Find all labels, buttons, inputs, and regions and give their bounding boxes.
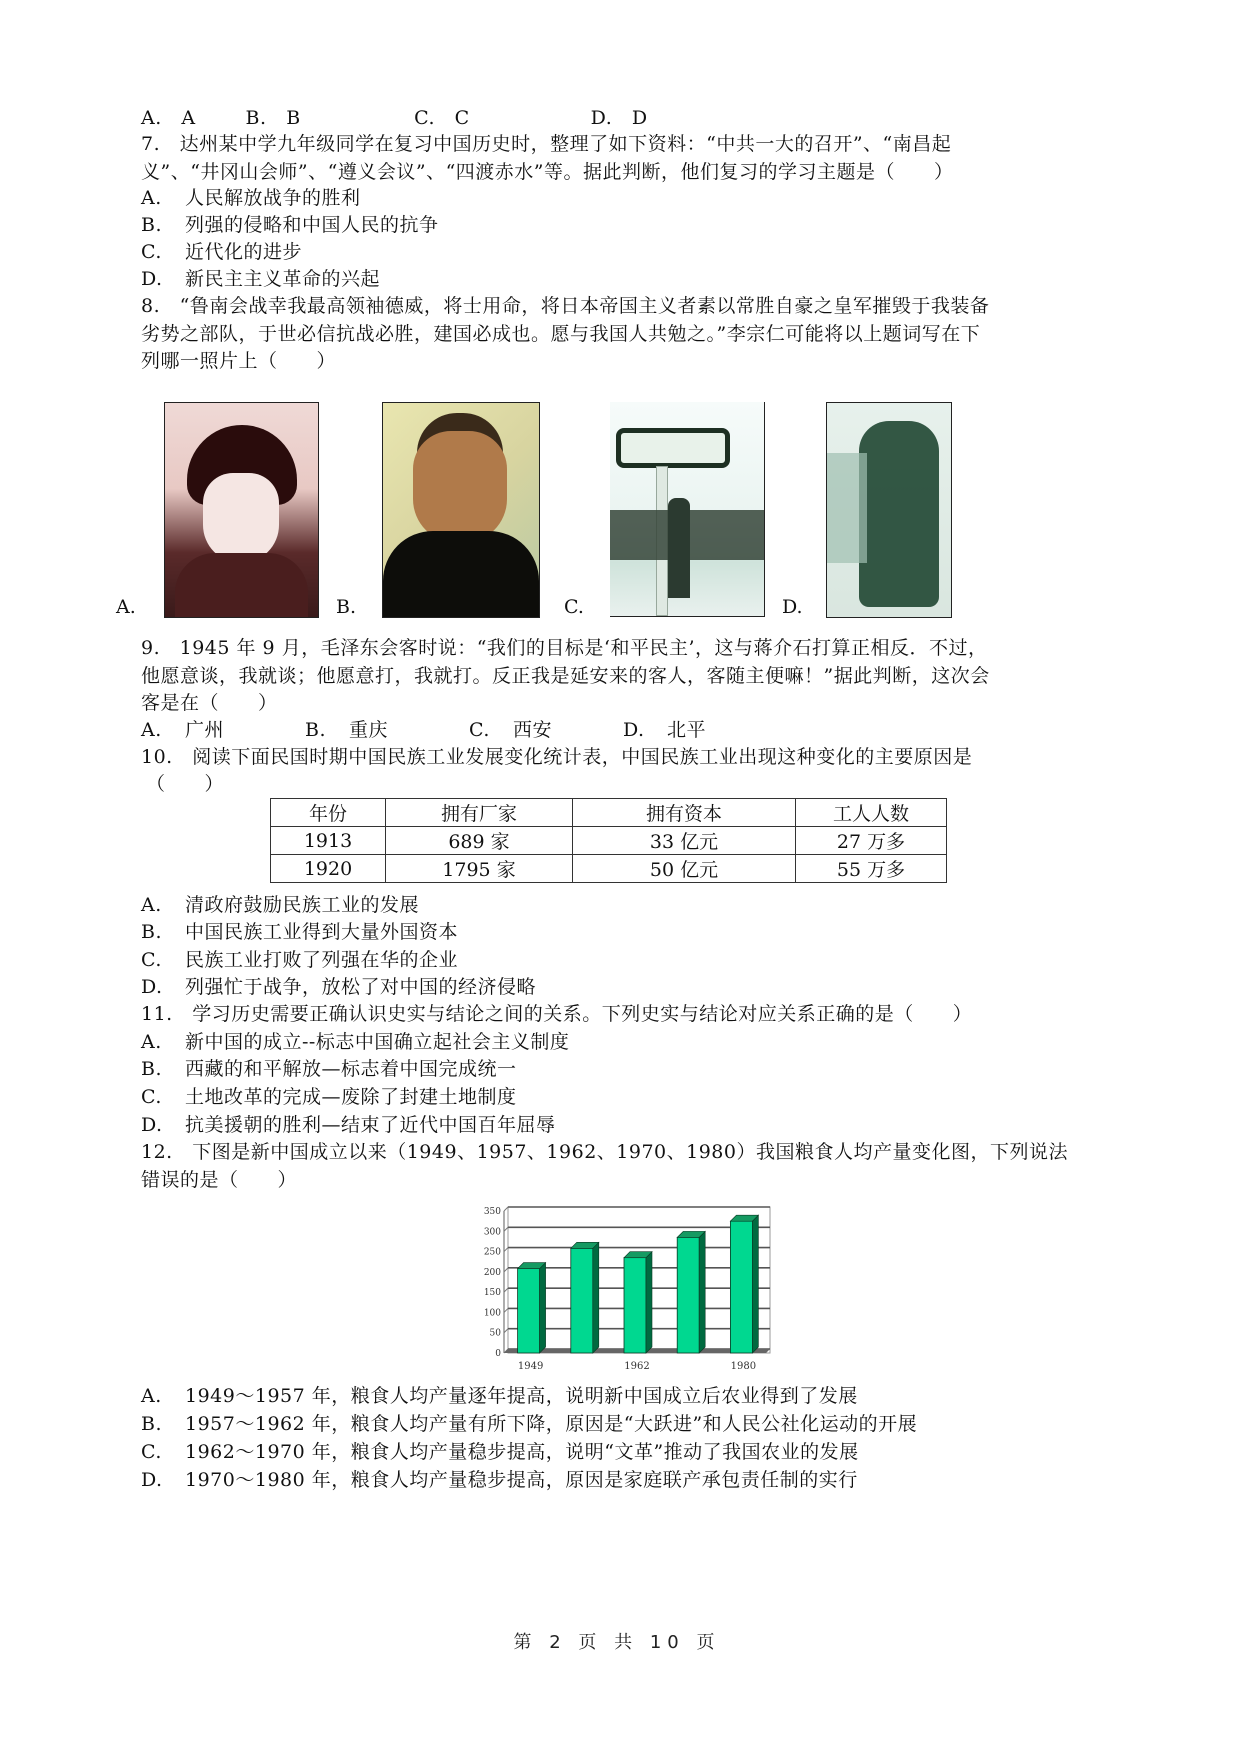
svg-text:1980: 1980 [730, 1361, 757, 1372]
table-cell: 1920 [271, 855, 386, 883]
option-label: B. [305, 719, 327, 741]
option-label: D. [590, 107, 613, 129]
option-text: D [631, 107, 648, 129]
photo-c-label: C. [564, 596, 584, 618]
svg-text:1962: 1962 [624, 1361, 650, 1372]
option-label: A. [141, 894, 162, 916]
page-footer: 第 2 页 共 10 页 [513, 1632, 721, 1653]
q12-option-a [141, 1382, 858, 1410]
industry-stats-table [270, 798, 947, 883]
q7-option-d [141, 265, 380, 293]
q8-stem-line1: 8. “鲁南会战幸我最高领袖德威，将士用命，将日本帝国主义者素以常胜自豪之皇军摧毁于我装备 [141, 295, 990, 317]
option-text: 西安 [513, 719, 553, 741]
option-label: C. [141, 241, 162, 263]
table-cell: 33 亿元 [573, 827, 796, 855]
option-text: 列强的侵略和中国人民的抗争 [185, 214, 439, 236]
q9-options [141, 716, 706, 744]
q11-stem: 11. 学习历史需要正确认识史实与结论之间的关系。下列史实与结论对应关系正确的是（ ） [141, 1003, 973, 1025]
robe-shape [175, 553, 308, 617]
photo-d-soldier-binoculars [826, 402, 952, 618]
option-text: 人民解放战争的胜利 [185, 187, 361, 209]
table-cell: 55 万多 [796, 855, 947, 883]
option-label: B. [141, 1058, 163, 1080]
option-label: D. [141, 268, 163, 290]
svg-text:200: 200 [483, 1267, 501, 1278]
option-label: A. [141, 107, 162, 129]
q7-stem-line2: 义”、“井冈山会师”、“遵义会议”、“四渡赤水”等。据此判断，他们复习的学习主题是（ ） [141, 161, 954, 183]
option-label: D. [141, 1114, 163, 1136]
option-label: B. [141, 214, 163, 236]
table-header-cell: 拥有厂家 [386, 799, 573, 827]
option-label: B. [141, 1413, 163, 1435]
option-text: 1957～1962 年，粮食人均产量有所下降，原因是“大跃进”和人民公社化运动的开展 [185, 1413, 918, 1435]
svg-text:150: 150 [483, 1288, 501, 1299]
option-text: B [286, 107, 301, 129]
option-text: 1970～1980 年，粮食人均产量稳步提高，原因是家庭联产承包责任制的实行 [185, 1469, 858, 1491]
option-label: A. [141, 187, 162, 209]
option-text: 列强忙于战争，放松了对中国的经济侵略 [185, 976, 537, 998]
face-shape [203, 473, 279, 563]
q11-option-d [141, 1111, 556, 1139]
option-text: 新中国的成立--标志中国确立起社会主义制度 [185, 1031, 570, 1053]
table-cell: 50 亿元 [573, 855, 796, 883]
option-label: A. [141, 1385, 162, 1407]
option-label: A. [141, 719, 162, 741]
q7-stem-line1: 7. 达州某中学九年级同学在复习中国历史时，整理了如下资料：“中共一大的召开”、“南昌起 [141, 133, 952, 155]
q12-option-c [141, 1438, 859, 1466]
option-text: A [181, 107, 196, 129]
soldier-shape [859, 421, 939, 607]
option-text: 土地改革的完成—废除了封建土地制度 [185, 1086, 517, 1108]
option-text: 民族工业打败了列强在华的企业 [185, 949, 459, 971]
svg-text:350: 350 [483, 1207, 501, 1217]
q10-option-c [141, 946, 458, 974]
photo-b-portrait [382, 402, 540, 618]
option-text: 清政府鼓励民族工业的发展 [185, 894, 420, 916]
option-label: B. [245, 107, 267, 129]
option-text: 近代化的进步 [185, 241, 303, 263]
q9-stem-line2: 他愿意谈，我就谈；他愿意打，我就打。反正我是延安来的客人，客随主便嘛！”据此判断，这次会 [141, 665, 990, 687]
svg-text:300: 300 [483, 1227, 501, 1238]
option-text: C [454, 107, 470, 129]
option-label: D. [141, 1469, 163, 1491]
option-label: B. [141, 921, 163, 943]
option-label: C. [141, 1086, 162, 1108]
q12-option-d [141, 1466, 858, 1494]
option-text: 1962～1970 年，粮食人均产量稳步提高，说明“文革”推动了我国农业的发展 [185, 1441, 859, 1463]
tree-shape [827, 453, 867, 563]
photo-b-label: B. [336, 596, 357, 618]
option-text: 1949～1957 年，粮食人均产量逐年提高，说明新中国成立后农业得到了发展 [185, 1385, 858, 1407]
table-cell: 1913 [271, 827, 386, 855]
q11-option-b [141, 1055, 517, 1083]
option-label: C. [469, 719, 490, 741]
option-text: 北平 [667, 719, 707, 741]
q8-stem-line3: 列哪一照片上（ ） [141, 350, 337, 372]
table-header-cell: 工人人数 [796, 799, 947, 827]
option-text: 中国民族工业得到大量外国资本 [185, 921, 459, 943]
option-text: 西藏的和平解放—标志着中国完成统一 [185, 1058, 517, 1080]
q11-option-a [141, 1028, 569, 1056]
q7-option-a [141, 184, 361, 212]
q9-stem-line1: 9. 1945 年 9 月，毛泽东会客时说：“我们的目标是‘和平民主’，这与蒋介石打算正相反．不过， [141, 637, 988, 659]
q10-stem-line1: 10. 阅读下面民国时期中国民族工业发展变化统计表，中国民族工业出现这种变化的主要原因是 [141, 746, 973, 768]
option-label: C. [141, 1441, 162, 1463]
table-cell: 689 家 [386, 827, 573, 855]
svg-text:100: 100 [483, 1308, 501, 1319]
option-text: 重庆 [349, 719, 389, 741]
option-label: C. [414, 107, 435, 129]
photo-d-label: D. [782, 596, 803, 618]
option-label: D. [623, 719, 645, 741]
option-label: D. [141, 976, 163, 998]
q12-option-b [141, 1410, 917, 1438]
svg-text:0: 0 [495, 1349, 501, 1359]
option-text: 广州 [185, 719, 225, 741]
face-shape [413, 431, 507, 543]
q10-option-b [141, 918, 458, 946]
suit-shape [383, 531, 539, 617]
table-header-cell: 拥有资本 [573, 799, 796, 827]
option-label: C. [141, 949, 162, 971]
bar-chart-svg [470, 1205, 780, 1380]
svg-text:250: 250 [483, 1247, 501, 1258]
table-row [271, 827, 947, 855]
soldier-shape [668, 498, 690, 598]
q7-option-c [141, 238, 302, 266]
q10-stem-line2: （ ） [146, 773, 225, 795]
photo-a-qing-official [164, 402, 319, 618]
q12-stem-line1: 12. 下图是新中国成立以来（1949、1957、1962、1970、1980）我国粮食人均产量变化图，下列说法 [141, 1141, 1068, 1163]
q10-option-d [141, 973, 536, 1001]
grain-per-capita-bar-chart [470, 1205, 780, 1380]
q11-option-c [141, 1083, 517, 1111]
q8-stem-line2: 劣势之部队，于世必信抗战必胜，建国必成也。愿与我国人共勉之。”李宗仁可能将以上题词写在下 [141, 323, 981, 345]
option-text: 抗美援朝的胜利—结束了近代中国百年屈辱 [185, 1114, 556, 1136]
q10-option-a [141, 891, 419, 919]
q7-option-b [141, 211, 439, 239]
sign-board-shape [616, 428, 730, 468]
photo-c-station-sign [610, 402, 765, 617]
q9-stem-line3: 客是在（ ） [141, 692, 278, 714]
svg-text:1949: 1949 [517, 1361, 544, 1372]
table-header-cell: 年份 [271, 799, 386, 827]
option-label: A. [141, 1031, 162, 1053]
table-row [271, 855, 947, 883]
option-text: 新民主主义革命的兴起 [185, 268, 381, 290]
table-cell: 27 万多 [796, 827, 947, 855]
table-header-row [271, 799, 947, 827]
svg-text:50: 50 [489, 1328, 501, 1339]
table-cell: 1795 家 [386, 855, 573, 883]
prev-question-options [141, 104, 648, 132]
q12-stem-line2: 错误的是（ ） [141, 1169, 298, 1191]
photo-a-label: A. [116, 596, 136, 618]
